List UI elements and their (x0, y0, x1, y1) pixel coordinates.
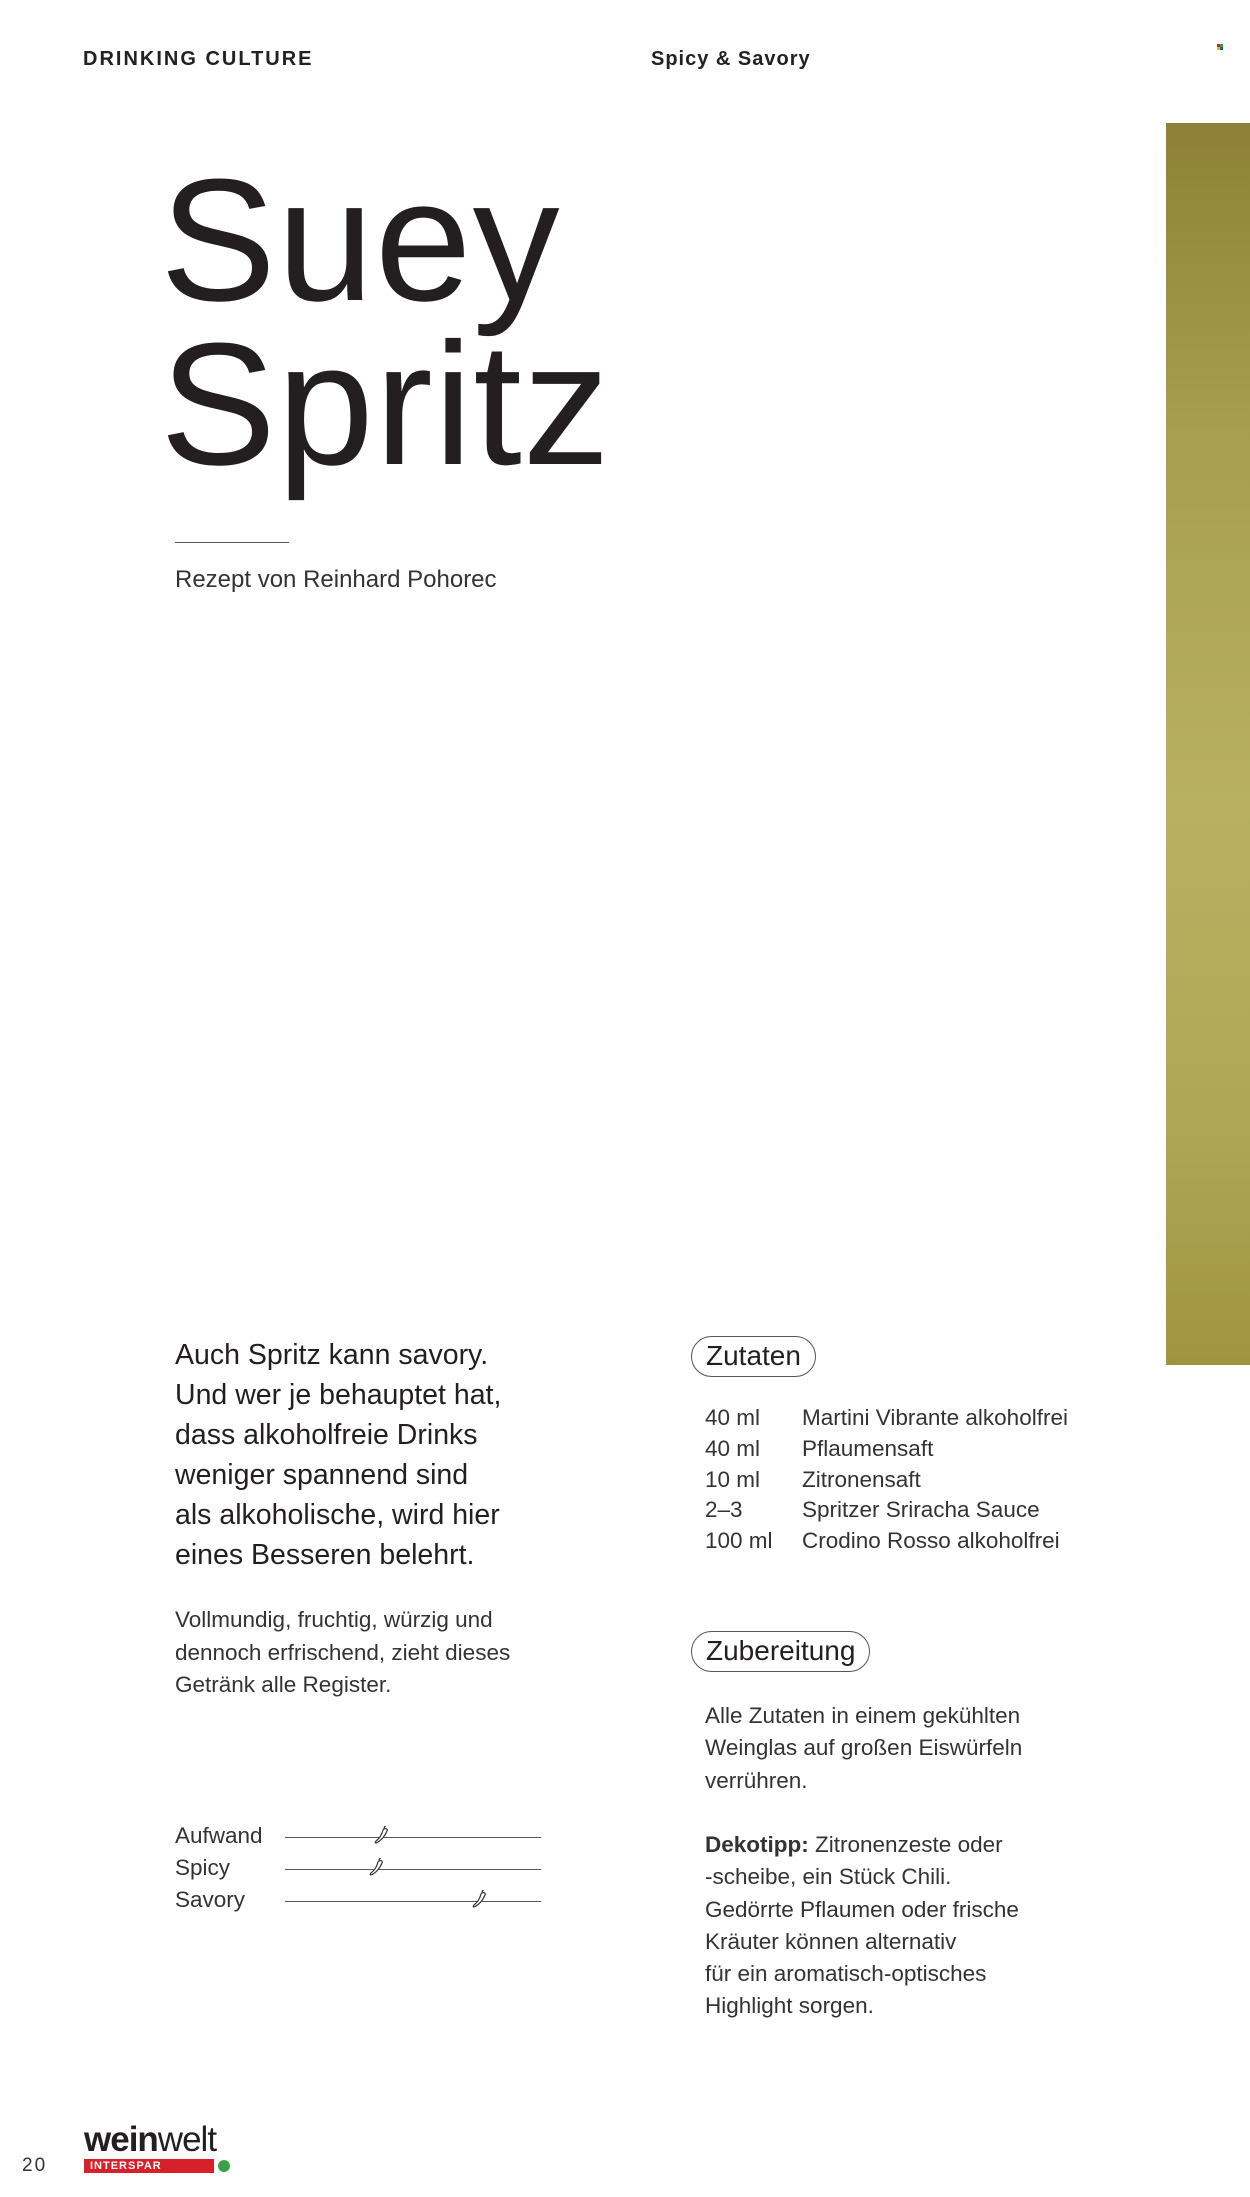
intro-line: als alkoholische, wird hier (175, 1499, 500, 1531)
ingredient-amount: 100 ml (705, 1528, 773, 1554)
ingredients-list (705, 1403, 1068, 1557)
category-label: Spicy & Savory (651, 48, 811, 70)
page-number: 20 (22, 2155, 48, 2176)
intro-line: Und wer je behauptet hat, (175, 1379, 502, 1411)
preparation-text (705, 1700, 1022, 1797)
intro-text (175, 1335, 595, 1575)
description-line: Getränk alle Register. (175, 1672, 392, 1697)
intro-line: dass alkoholfreie Drinks (175, 1419, 478, 1451)
recipe-title-line1: Suey (160, 142, 561, 337)
description-text (175, 1604, 595, 1702)
drink-image-panel (1166, 123, 1250, 1365)
intro-line: weniger spannend sind (175, 1459, 469, 1491)
deco-tip-line (705, 1829, 1019, 1861)
scale-row-spicy (175, 1852, 545, 1884)
ingredient-name: Zitronensaft (802, 1466, 921, 1492)
chili-pepper-icon (367, 1858, 387, 1878)
logo-wordmark (84, 2120, 217, 2159)
preparation-line: Weinglas auf großen Eiswürfeln (705, 1735, 1023, 1761)
title-divider (175, 542, 289, 543)
scale-track (285, 1837, 541, 1838)
description-line: Vollmundig, fruchtig, würzig und (175, 1607, 493, 1632)
recipe-author: Rezept von Reinhard Pohorec (175, 566, 497, 593)
deco-tip (705, 1829, 1019, 2023)
ingredient-name: Crodino Rosso alkoholfrei (802, 1528, 1060, 1554)
ingredient-amount: 40 ml (705, 1435, 761, 1461)
logo-fir-icon (218, 2160, 230, 2172)
logo-word-bold: wein (84, 2120, 158, 2159)
rating-scales (175, 1820, 545, 1916)
ingredient-row (705, 1465, 1068, 1496)
deco-tip-text: Zitronenzeste oder (808, 1832, 1003, 1857)
scale-label: Spicy (175, 1855, 231, 1880)
deco-tip-label: Dekotipp: (705, 1832, 809, 1857)
ingredient-amount: 40 ml (705, 1405, 761, 1430)
scale-row-savory (175, 1884, 545, 1916)
scale-row-aufwand (175, 1820, 545, 1852)
description-line: dennoch erfrischend, zieht dieses (175, 1639, 511, 1665)
preparation-line: verrühren. (705, 1767, 808, 1793)
ingredient-row (705, 1526, 1068, 1557)
deco-tip-line: für ein aromatisch-optisches (705, 1961, 987, 1987)
corner-color-mark (1217, 44, 1224, 51)
deco-tip-line: -scheibe, ein Stück Chili. (705, 1864, 952, 1890)
recipe-title (160, 142, 611, 501)
recipe-title-line2: Spritz (160, 306, 611, 501)
ingredient-name: Pflaumensaft (802, 1435, 934, 1461)
intro-line: Auch Spritz kann savory. (175, 1339, 489, 1371)
logo-brand-bar: INTERSPAR (84, 2159, 214, 2173)
scale-track (285, 1901, 541, 1902)
deco-tip-line: Kräuter können alternativ (705, 1928, 957, 1954)
preparation-heading: Zubereitung (691, 1631, 870, 1672)
ingredient-row (705, 1403, 1068, 1434)
ingredient-name: Spritzer Sriracha Sauce (802, 1497, 1040, 1523)
deco-tip-line: Gedörrte Pflaumen oder frische (705, 1896, 1019, 1922)
ingredient-amount: 2–3 (705, 1497, 743, 1523)
ingredient-row (705, 1495, 1068, 1526)
preparation-line: Alle Zutaten in einem gekühlten (705, 1703, 1021, 1728)
chili-pepper-icon (372, 1826, 392, 1846)
intro-line: eines Besseren belehrt. (175, 1539, 475, 1571)
chili-pepper-icon (470, 1890, 490, 1910)
weinwelt-logo (84, 2120, 217, 2173)
section-label: DRINKING CULTURE (83, 48, 314, 70)
ingredients-heading: Zutaten (691, 1336, 816, 1377)
ingredient-name: Martini Vibrante alkoholfrei (802, 1405, 1068, 1430)
scale-label: Savory (175, 1887, 246, 1912)
scale-track (285, 1869, 541, 1870)
deco-tip-line: Highlight sorgen. (705, 1993, 874, 2019)
logo-word-light: welt (157, 2120, 217, 2159)
ingredient-row (705, 1434, 1068, 1465)
ingredient-amount: 10 ml (705, 1466, 761, 1492)
scale-label: Aufwand (175, 1823, 263, 1848)
